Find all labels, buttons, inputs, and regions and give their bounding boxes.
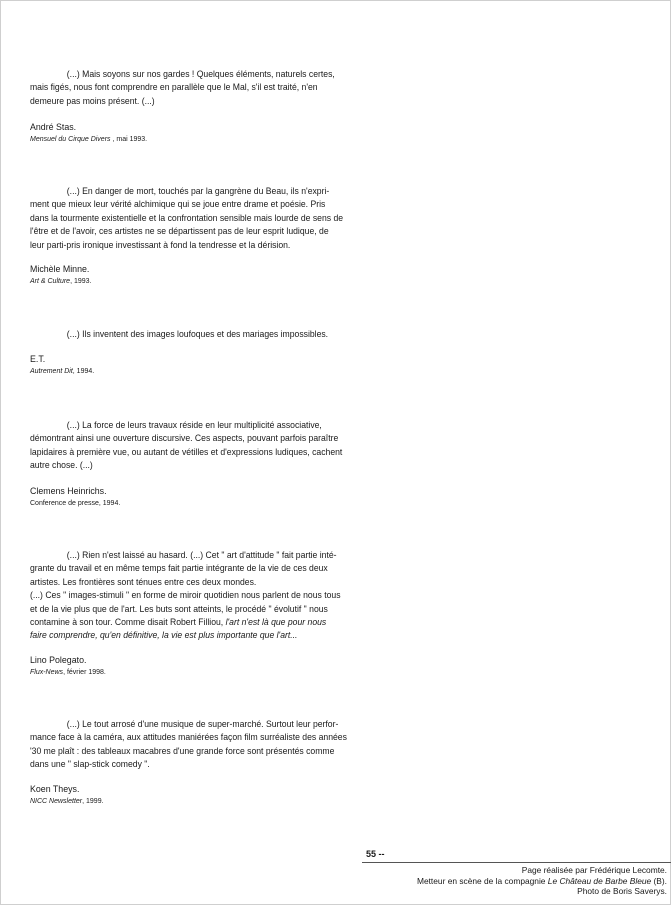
credit-photo: Photo de Boris Saverys. xyxy=(577,886,667,897)
quote-source: Conference de presse, 1994. xyxy=(30,500,121,507)
quote-text: (...) Ils inventent des images loufoques et des mariages impossibles. xyxy=(66,328,329,339)
quote-source: Art & Culture, 1993. xyxy=(30,278,92,285)
quote-author: E.T. xyxy=(30,354,46,365)
quote-source: Mensuel du Cirque Divers , mai 1993. xyxy=(30,136,148,143)
quote-text: (...) La force de leurs travaux réside en leur multiplicité associative, démontrant ainsi une ouverture discursive. Ces aspects, pouvant parfois paraître lapidaires à première vue, ou autant de vétilles et d'expressions ludiques, cachent autre chose. (...) xyxy=(30,419,343,471)
quote-block-minne xyxy=(30,184,370,285)
quote-text: (...) En danger de mort, touchés par la gangrène du Beau, ils n'expri- ment que mieux leur vérité alchimique qui se joue entre drame et poésie. Pris dans la tourmente existentielle et la confrontation sensible mais lourde de sens de l'être et de l'avoir, ces artistes ne se départissent pas de leur esprit ludique, de leur parti-pris ironique investissant à fond la tendresse et la dérision. xyxy=(30,185,344,250)
quote-author: Michèle Minne. xyxy=(30,264,90,275)
quote-block-heinrichs xyxy=(30,418,370,507)
quote-block-et xyxy=(30,327,370,375)
quote-source: NICC Newsletter, 1999. xyxy=(30,798,104,805)
quote-block-theys xyxy=(30,717,370,805)
quote-source: Flux-News, février 1998. xyxy=(30,669,106,676)
quote-source: Autrement Dit, 1994. xyxy=(30,368,95,375)
credit-company: Metteur en scène de la compagnie Le Château de Barbe Bleue (B). xyxy=(416,875,667,886)
quote-block-polegato xyxy=(30,548,370,676)
credit-author: Page réalisée par Frédérique Lecomte. xyxy=(521,865,667,875)
page-credits xyxy=(417,865,667,897)
quote-author: André Stas. xyxy=(30,122,77,133)
quote-author: Clemens Heinrichs. xyxy=(30,486,107,497)
footer-divider xyxy=(362,862,671,863)
quote-text: (...) Le tout arrosé d'une musique de super-marché. Surtout leur perfor- mance face à la caméra, aux attitudes maniérées façon film surréaliste des années '30 me plaît : des tableaux macabres d'une grande force sont présentés comme dans une " slap-stick comedy ". xyxy=(30,718,347,770)
quote-text: (...) Rien n'est laissé au hasard. (...) Cet " art d'attitude " fait partie inté- grante du travail et en même temps fait partie intégrante de la vie de ces deux artistes. Les frontières sont ténues entre ces deux mondes. (...) Ces " images-stimuli " en forme de miroir quotidien nous parlent de nous tous et de la vie plus que de l'art. Les buts sont atteints, le procédé " évolutif " nous contamine à son tour. Comme disait Robert Filliou, l'art n'est là que pour nous faire comprendre, qu'en définitive, la vie est plus importante que l'art... xyxy=(30,549,341,641)
page-number: 55 -- xyxy=(366,849,385,859)
quote-author: Koen Theys. xyxy=(30,784,80,795)
quote-text: (...) Mais soyons sur nos gardes ! Quelques éléments, naturels certes, mais figés, nous font comprendre en parallèle que le Mal, s'il est traité, n'en demeure pas moins présent. (...) xyxy=(30,68,335,106)
quote-block-stas xyxy=(30,67,370,143)
quote-author: Lino Polegato. xyxy=(30,655,87,666)
